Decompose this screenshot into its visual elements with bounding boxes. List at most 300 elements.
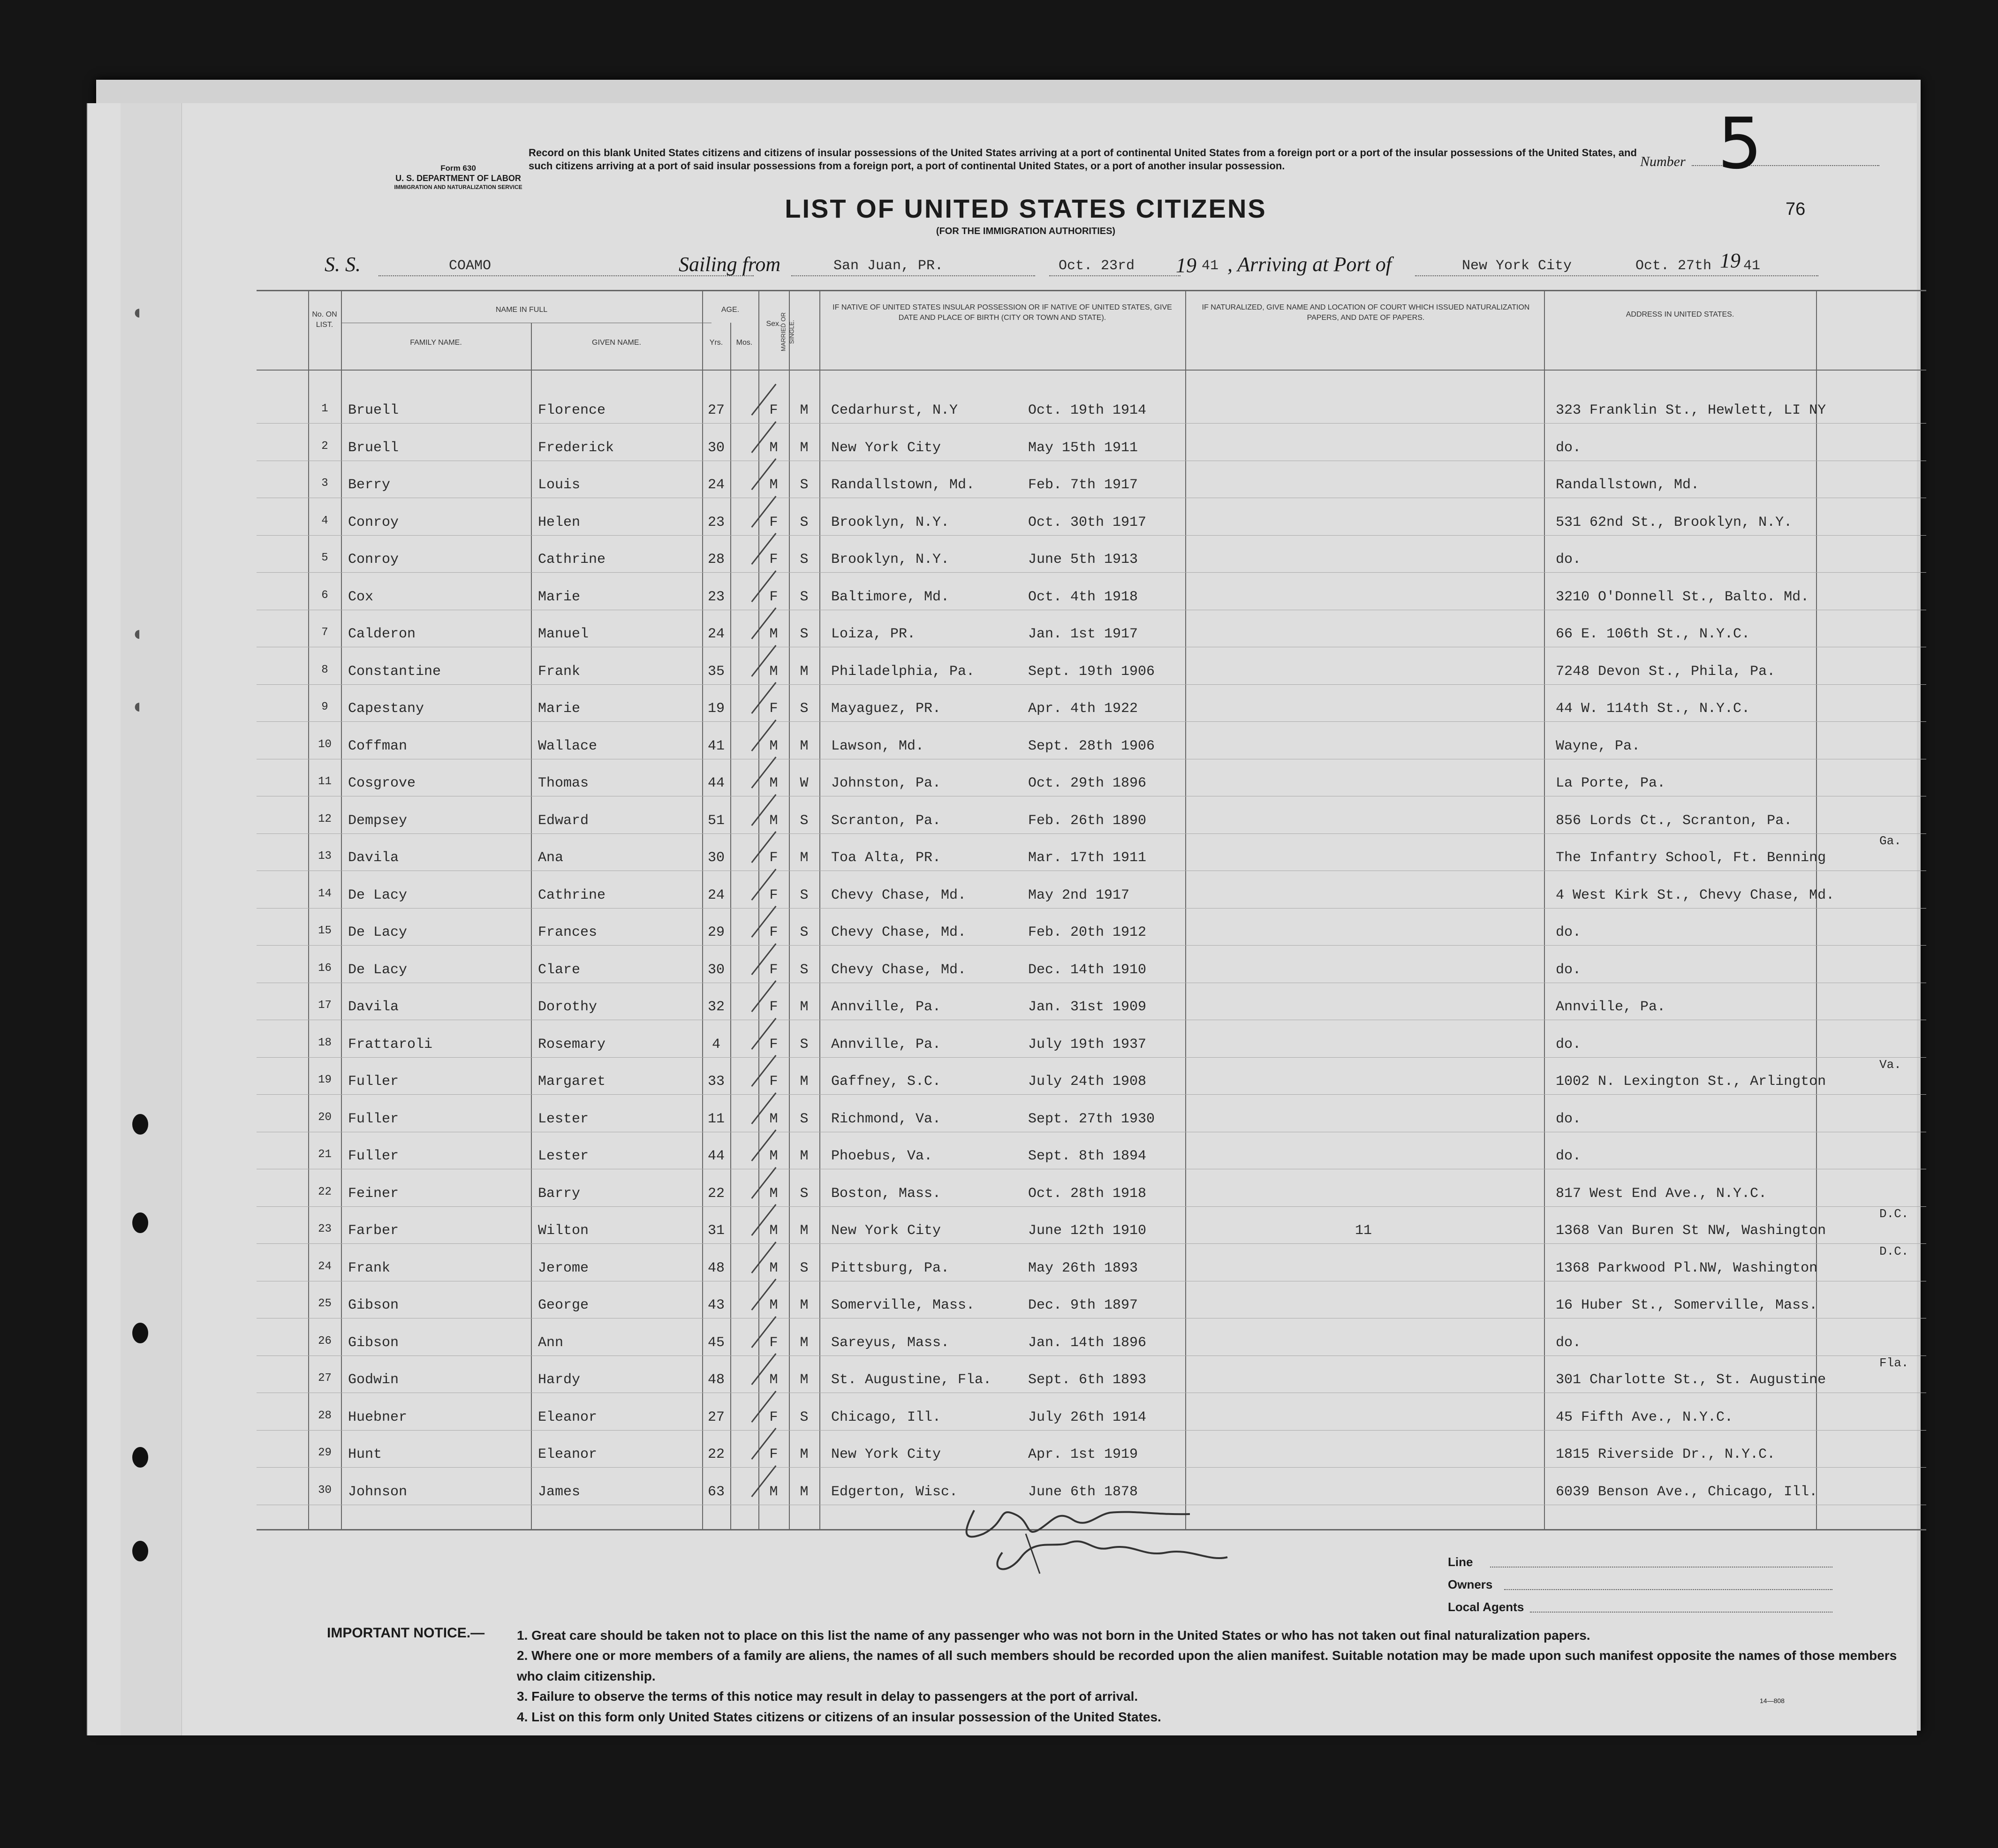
us-address: 856 Lords Ct., Scranton, Pa. [1556,812,1793,829]
sex: F [769,701,778,717]
row-number: 16 [318,962,332,975]
age-years: 30 [707,439,725,456]
given-name: Hardy [538,1372,581,1388]
age-years: 51 [707,812,725,829]
age-years: 23 [707,514,725,530]
row-number: 21 [318,1148,332,1161]
birth-date: Oct. 28th 1918 [1028,1185,1147,1202]
us-address: do. [1556,439,1582,456]
header-yrs: Yrs. [709,339,723,347]
notice-item-3: 3. Failure to observe the terms of this notice may result in delay to passengers at the port of arrival. [517,1689,1138,1704]
sex: F [769,924,778,940]
sex: M [769,1111,778,1127]
age-years: 41 [707,738,725,754]
sex: F [769,402,778,418]
birth-date: Oct. 29th 1896 [1028,775,1147,791]
age-years: 45 [707,1334,725,1351]
row-rule [257,1430,1926,1431]
birth-place: Scranton, Pa. [831,812,941,829]
sex: F [769,850,778,866]
family-name: Cosgrove [348,775,416,791]
given-name: Ana [538,850,564,866]
birth-date: Jan. 1st 1917 [1028,626,1138,642]
given-name: Thomas [538,775,589,791]
given-name: Manuel [538,626,589,642]
us-address: La Porte, Pa. [1556,775,1666,791]
sex: F [769,1409,778,1425]
marital-status: M [800,1372,809,1388]
age-years: 22 [707,1447,725,1462]
us-address: do. [1556,924,1582,940]
row-number: 7 [321,626,328,639]
print-code: 14—808 [1760,1697,1785,1704]
given-name: Cathrine [538,552,606,568]
form-number: Form 630 [440,164,476,173]
us-address: Annville, Pa. [1556,999,1666,1015]
birth-date: June 12th 1910 [1028,1223,1147,1239]
given-name: Marie [538,701,581,717]
birth-place: Edgerton, Wisc. [831,1484,958,1500]
us-address: do. [1556,1334,1582,1351]
family-name: Johnson [348,1484,408,1500]
given-name: Frank [538,663,581,680]
family-name: Constantine [348,663,441,680]
us-address: do. [1556,1148,1582,1164]
us-address: 45 Fifth Ave., N.Y.C. [1556,1409,1733,1425]
table-row [88,800,1917,836]
age-years: 22 [707,1185,725,1202]
age-years: 23 [707,589,725,605]
marital-status: W [800,775,809,791]
sail-date: Oct. 23rd [1059,258,1135,274]
manifest-sheet [87,103,1917,1735]
signature [946,1477,1284,1581]
page-number: 76 [1786,199,1806,219]
table-row [88,651,1917,687]
row-rule [257,1094,1926,1095]
header-sex: Sex. [766,320,781,328]
birth-date: Jan. 31st 1909 [1028,999,1147,1015]
marital-status: S [800,514,809,530]
birth-date: Dec. 9th 1897 [1028,1297,1138,1313]
row-rule [257,684,1926,685]
birth-date: Oct. 4th 1918 [1028,589,1138,605]
given-name: Jerome [538,1260,589,1276]
family-name: Calderon [348,626,416,642]
table-row [88,1060,1917,1097]
family-name: Conroy [348,514,399,530]
row-rule [257,1467,1926,1468]
given-name: Wilton [538,1223,589,1239]
row-rule [257,1057,1926,1058]
notice-list [517,1625,1915,1727]
sex: M [769,1260,778,1276]
age-years: 63 [707,1484,725,1500]
birth-place: Somerville, Mass. [831,1297,975,1313]
family-name: Dempsey [348,812,408,829]
page-subtitle: (FOR THE IMMIGRATION AUTHORITIES) [936,226,1116,236]
given-name: Dorothy [538,999,598,1015]
row-number: 11 [318,775,332,788]
marital-status: S [800,626,809,642]
sail-date-rule [1049,274,1181,276]
row-rule [257,721,1926,722]
arrival-year-prefix: 19 [1720,249,1741,272]
table-row [88,986,1917,1022]
marital-status: S [800,1260,809,1276]
sex: F [769,1074,778,1090]
age-years: 24 [707,477,725,493]
table-row [88,1244,1917,1284]
sex: M [769,1223,778,1239]
age-years: 19 [707,701,725,717]
address-state-note: Va. [1879,1058,1901,1072]
row-number: 22 [318,1185,332,1198]
agents-rule [1530,1611,1832,1613]
sex: F [769,552,778,568]
birth-place: Annville, Pa. [831,1036,941,1053]
birth-place: Chicago, Ill. [831,1409,941,1425]
family-name: Hunt [348,1447,382,1462]
agents-label: Local Agents [1448,1600,1524,1614]
ship-name: COAMO [449,258,492,274]
sail-year: 41 [1202,258,1219,274]
row-number: 29 [318,1447,332,1459]
to-port: New York City [1462,258,1572,274]
address-state-note: D.C. [1879,1207,1909,1221]
marital-status: S [800,1036,809,1053]
age-years: 24 [707,887,725,903]
given-name: Margaret [538,1074,606,1090]
birth-place: New York City [831,1223,941,1239]
header-address: ADDRESS IN UNITED STATES. [1626,311,1734,318]
table-row [88,1433,1917,1470]
birth-place: Annville, Pa. [831,999,941,1015]
table-row [88,762,1917,799]
birth-date: May 26th 1893 [1028,1260,1138,1276]
sailing-label: Sailing from [679,253,781,276]
sex: F [769,1036,778,1053]
table-row [88,1322,1917,1358]
marital-status: M [800,850,809,866]
birth-date: Apr. 4th 1922 [1028,701,1138,717]
family-name: Gibson [348,1334,399,1351]
table-row [88,911,1917,948]
birth-place: Boston, Mass. [831,1185,941,1202]
given-name: Lester [538,1148,589,1164]
row-number: 13 [318,850,332,863]
family-name: De Lacy [348,962,408,978]
row-rule [257,908,1926,909]
table-row [88,725,1917,762]
birth-place: Brooklyn, N.Y. [831,514,950,530]
family-name: Huebner [348,1409,408,1425]
birth-place: Philadelphia, Pa. [831,663,975,680]
marital-status: M [800,439,809,456]
marital-status: M [800,402,809,418]
marital-status: S [800,887,809,903]
header-family: FAMILY NAME. [410,339,462,347]
us-address: do. [1556,1036,1582,1053]
sex: M [769,626,778,642]
sex: M [769,1484,778,1500]
birth-date: Sept. 19th 1906 [1028,663,1155,680]
row-rule [257,833,1926,834]
us-address: Wayne, Pa. [1556,738,1641,754]
service: IMMIGRATION AND NATURALIZATION SERVICE [394,183,522,190]
birth-date: Jan. 14th 1896 [1028,1334,1147,1351]
marital-status: S [800,1185,809,1202]
row-number: 10 [318,738,332,751]
table-row [88,464,1917,500]
sex: F [769,962,778,978]
birth-date: Oct. 19th 1914 [1028,402,1147,418]
birth-place: Chevy Chase, Md. [831,924,967,940]
owners-label: Owners [1448,1577,1493,1591]
header-birth: IF NATIVE OF UNITED STATES INSULAR POSSESSION OR IF NATIVE OF UNITED STATES, GIVE DATE AND PLACE OF BIRTH (CITY OR TOWN AND STATE). [832,303,1172,322]
birth-date: June 5th 1913 [1028,552,1138,568]
given-name: Edward [538,812,589,829]
family-name: Cox [348,589,374,605]
instructions: Record on this blank United States citizens and citizens of insular possessions of the United States arriving at a port of continental United States from a foreign port or a port of the insular possessions of the United States, and such citizens arriving at a port of said insular possessions from a foreign port, a port of continental United States, or a port of another insular possession. [529,147,1637,172]
family-name: Coffman [348,738,408,754]
marital-status: S [800,924,809,940]
marital-status: S [800,812,809,829]
us-address: do. [1556,552,1582,568]
table-top-rule [257,290,1926,291]
given-name: Frederick [538,439,614,456]
birth-date: Sept. 27th 1930 [1028,1111,1155,1127]
row-number: 25 [318,1297,332,1310]
us-address: 531 62nd St., Brooklyn, N.Y. [1556,514,1793,530]
birth-place: Johnston, Pa. [831,775,941,791]
given-name: Marie [538,589,581,605]
birth-place: Toa Alta, PR. [831,850,941,866]
birth-date: July 26th 1914 [1028,1409,1147,1425]
row-rule [257,1243,1926,1244]
marital-status: S [800,477,809,493]
birth-place: New York City [831,439,941,456]
tab-mark: ◖ [131,695,144,718]
age-years: 43 [707,1297,725,1313]
marital-status: S [800,1111,809,1127]
birth-place: Mayaguez, PR. [831,701,941,717]
birth-place: St. Augustine, Fla. [831,1372,992,1388]
notice-item-4: 4. List on this form only United States citizens or citizens of an insular possession of the United States. [517,1709,1161,1724]
row-number: 18 [318,1036,332,1049]
family-name: Berry [348,477,391,493]
owners-rule [1504,1588,1832,1590]
department: U. S. DEPARTMENT OF LABOR [395,174,521,183]
birth-place: Brooklyn, N.Y. [831,552,950,568]
birth-place: Richmond, Va. [831,1111,941,1127]
birth-date: May 15th 1911 [1028,439,1138,456]
us-address: 301 Charlotte St., St. Augustine [1556,1372,1826,1388]
sex: M [769,738,778,754]
age-years: 29 [707,924,725,940]
row-number: 1 [321,402,328,415]
header-mos: Mos. [736,339,753,347]
us-address: The Infantry School, Ft. Benning [1556,850,1826,866]
header-naturalized: IF NATURALIZED, GIVE NAME AND LOCATION OF COURT WHICH ISSUED NATURALIZATION PAPERS, AND DATE OF PAPERS. [1202,303,1530,322]
sex: M [769,663,778,680]
age-years: 33 [707,1074,725,1090]
marital-status: S [800,701,809,717]
birth-date: May 2nd 1917 [1028,887,1130,903]
age-years: 30 [707,850,725,866]
number-value: 5 [1718,103,1763,185]
row-number: 26 [318,1334,332,1348]
tab-mark: ◖ [131,622,144,645]
birth-place: Randallstown, Md. [831,477,975,493]
address-state-note: Ga. [1879,834,1901,848]
given-name: Florence [538,402,606,418]
row-number: 24 [318,1260,332,1273]
us-address: do. [1556,962,1582,978]
us-address: 1002 N. Lexington St., Arlington [1556,1074,1826,1090]
header-no: No. ON LIST. [312,311,337,329]
sex: M [769,1372,778,1388]
arrival-year: 41 [1743,258,1761,274]
given-name: Wallace [538,738,598,754]
notice-item-1: 1. Great care should be taken not to place on this list the name of any passenger who was not born in the United States or who has not taken out final naturalization papers. [517,1628,1590,1643]
given-name: James [538,1484,581,1500]
family-name: Capestany [348,701,424,717]
family-name: Godwin [348,1372,399,1388]
family-name: Fuller [348,1148,399,1164]
header-given: GIVEN NAME. [592,339,641,347]
sex: M [769,439,778,456]
table-row [88,1396,1917,1433]
table-row [88,576,1917,613]
us-address: 817 West End Ave., N.Y.C. [1556,1185,1767,1202]
page-title: LIST OF UNITED STATES CITIZENS [785,194,1267,223]
address-state-note: D.C. [1879,1244,1909,1258]
given-name: Eleanor [538,1409,598,1425]
birth-date: Feb. 7th 1917 [1028,477,1138,493]
birth-place: Gaffney, S.C. [831,1074,941,1090]
sex: M [769,1148,778,1164]
marital-status: M [800,1334,809,1351]
row-number: 14 [318,887,332,900]
row-number: 28 [318,1409,332,1422]
birth-date: June 6th 1878 [1028,1484,1138,1500]
given-name: Frances [538,924,598,940]
sex: M [769,477,778,493]
row-number: 3 [321,477,328,490]
table-row [88,874,1917,911]
family-name: Feiner [348,1185,399,1202]
marital-status: M [800,1484,809,1500]
form-id-block [374,163,543,191]
family-name: Farber [348,1223,399,1239]
birth-date: July 24th 1908 [1028,1074,1147,1090]
table-row [88,1207,1917,1246]
age-years: 11 [707,1111,725,1127]
us-address: 66 E. 106th St., N.Y.C. [1556,626,1750,642]
tab-mark: ◖ [131,301,144,324]
header-married: MARRIED OR SINGLE. [780,312,795,352]
row-number: 27 [318,1372,332,1385]
us-address: 44 W. 114th St., N.Y.C. [1556,701,1750,717]
table-row [88,1023,1917,1060]
sex: F [769,514,778,530]
sex: F [769,1447,778,1462]
from-rule [791,274,1035,276]
age-years: 44 [707,775,725,791]
sex: F [769,887,778,903]
marital-status: M [800,999,809,1015]
table-row [88,1173,1917,1209]
header-name: NAME IN FULL [495,306,548,314]
row-rule [257,423,1926,424]
table-row [88,688,1917,724]
sex: F [769,999,778,1015]
age-years: 24 [707,626,725,642]
age-years: 30 [707,962,725,978]
us-address: 1815 Riverside Dr., N.Y.C. [1556,1447,1776,1462]
birth-date: July 19th 1937 [1028,1036,1147,1053]
birth-date: Dec. 14th 1910 [1028,962,1147,978]
table-row [88,613,1917,650]
age-years: 35 [707,663,725,680]
given-name: Lester [538,1111,589,1127]
us-address: 1368 Parkwood Pl.NW, Washington [1556,1260,1818,1276]
table-row [88,1356,1917,1395]
row-number: 4 [321,514,328,527]
given-name: George [538,1297,589,1313]
birth-date: Sept. 6th 1893 [1028,1372,1147,1388]
table-row [88,1284,1917,1321]
row-number: 12 [318,812,332,826]
family-name: Frank [348,1260,391,1276]
marital-status: M [800,1223,809,1239]
header-age: AGE. [721,306,740,314]
birth-date: Oct. 30th 1917 [1028,514,1147,530]
birth-date: Feb. 20th 1912 [1028,924,1147,940]
sex: F [769,589,778,605]
punch-hole [132,1541,148,1561]
marital-status: S [800,589,809,605]
birth-place: Sareyus, Mass. [831,1334,950,1351]
table-row [88,501,1917,538]
marital-status: S [800,1409,809,1425]
birth-date: Sept. 8th 1894 [1028,1148,1147,1164]
family-name: De Lacy [348,887,408,903]
notice-title: IMPORTANT NOTICE.— [327,1625,485,1641]
birth-place: Chevy Chase, Md. [831,962,967,978]
us-address: 3210 O'Donnell St., Balto. Md. [1556,589,1809,605]
age-years: 31 [707,1223,725,1239]
from-port: San Juan, PR. [833,258,944,274]
line-label: Line [1448,1555,1473,1569]
sex: M [769,812,778,829]
family-name: Fuller [348,1074,399,1090]
table-row [88,538,1917,575]
table-row [88,1098,1917,1135]
birth-place: Baltimore, Md. [831,589,950,605]
row-number: 15 [318,924,332,937]
line-rule [1490,1566,1832,1568]
us-address: 323 Franklin St., Hewlett, LI NY [1556,402,1826,418]
us-address: Randallstown, Md. [1556,477,1700,493]
header-bottom-rule [257,370,1926,371]
family-name: Bruell [348,402,399,418]
sex: M [769,1297,778,1313]
given-name: Barry [538,1185,581,1202]
family-name: Davila [348,999,399,1015]
us-address: 6039 Benson Ave., Chicago, Ill. [1556,1484,1818,1500]
